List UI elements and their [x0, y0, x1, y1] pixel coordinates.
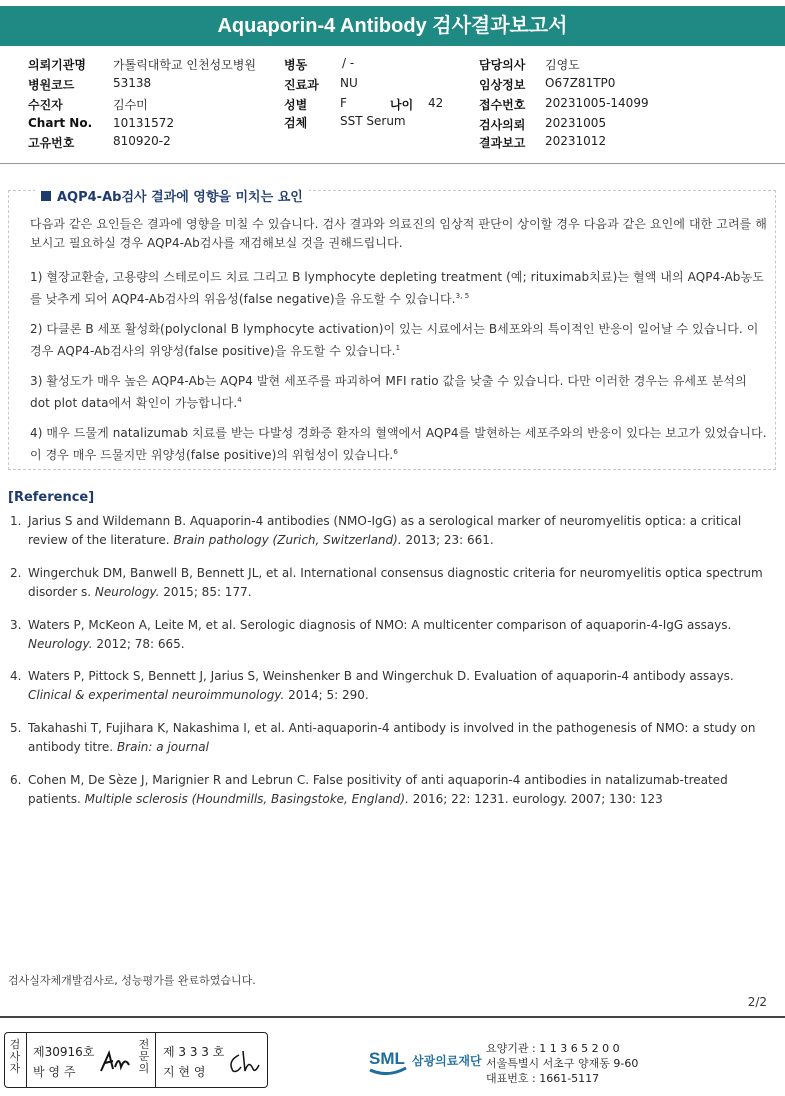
unique-label: 고유번호	[28, 136, 75, 150]
chart-value: 10131572	[113, 116, 175, 130]
dept-value: NU	[340, 76, 358, 90]
factors-title: AQP4-Ab검사 결과에 영향을 미치는 요인	[35, 186, 309, 205]
hospital-label: 의뢰기관명	[28, 58, 86, 72]
reference-item: 1. Jarius S and Wildemann B. Aquaporin-4 antibodies (NMO-IgG) as a serological marker of neuromyelitis optica: a critical review of the literature. Brain pathology (Zurich, Switzerland). 2013; 23: 661.	[10, 514, 742, 547]
sex-value: F	[340, 96, 347, 110]
factor-4: 4) 매우 드물게 natalizumab 치료를 받는 다발성 경화증 환자의 혈액에서 AQP4를 발현하는 세포주와의 반응이 있다는 보고가 있었습니다. 이 경우 매우 드물지만 위양성(false positive)의 위험성이 있습니다.$^6$	[30, 426, 767, 462]
reference-item: 4. Waters P, Pittock S, Bennett J, Jarius S, Weinshenker B and Wingerchuk D. Evaluation of aquaporin-4 antibody assays. Clinical & experimental neuroimmunology. 2014; 5: 290.	[10, 669, 734, 702]
specimen-value: SST Serum	[340, 114, 406, 128]
report-label: 결과보고	[479, 136, 526, 150]
factor-1: 1) 혈장교환술, 고용량의 스테로이드 치료 그리고 B lymphocyte depleting treatment (예; rituximab치료)는 혈액 내의 AQP4-Ab농도를 낮추게 되어 AQP4-Ab검사의 위음성(false negative)을 유도할 수 있습니다.$^{3, 5}$	[30, 270, 764, 306]
clinical-label: 임상정보	[479, 78, 526, 92]
request-label: 검사의뢰	[479, 118, 526, 132]
sml-logo	[366, 1040, 410, 1083]
footer-divider	[0, 1016, 785, 1018]
ward-label: 병동	[284, 58, 308, 72]
chart-label: Chart No.	[28, 116, 93, 130]
request-value: 20231005	[545, 116, 607, 130]
specialist-signature-icon	[225, 1047, 261, 1077]
code-label: 병원코드	[28, 78, 75, 92]
address: 서울특별시 서초구 양재동 9-60	[486, 1057, 639, 1070]
factor-2: 2) 다클론 B 세포 활성화(polyclonal B lymphocyte activation)이 있는 시료에서는 B세포와의 특이적인 반응이 일어날 수 있습니다. 이 경우 AQP4-Ab검사의 위양성(false positive)을 유도할 수 있습니다.$^1$	[30, 322, 759, 358]
clinical-value: O67Z81TP0	[545, 76, 616, 90]
report-title: Aquaporin-4 Antibody 검사결과보고서	[0, 6, 785, 46]
factor-3: 3) 활성도가 매우 높은 AQP4-Ab는 AQP4 발현 세포주를 파괴하여 MFI ratio 값을 낮출 수 있습니다. 다만 이러한 경우는 유세포 분석의 dot plot data에서 확인이 가능합니다.$^4$	[30, 374, 747, 410]
age-value: 42	[428, 96, 444, 110]
signature-box	[4, 1032, 268, 1088]
reference-title: [Reference]	[8, 490, 95, 505]
logo-text: SML	[369, 1049, 405, 1068]
reference-item: 3. Waters P, McKeon A, Leite M, et al. Serologic diagnosis of NMO: A multicenter comparison of aquaporin-4-IgG assays. Neurology. 2012; 78: 665.	[10, 618, 732, 651]
report-value: 20231012	[545, 134, 607, 148]
receipt-label: 접수번호	[479, 98, 526, 112]
doctor-value: 김영도	[545, 58, 580, 72]
sml-logo-icon	[366, 1040, 410, 1080]
specialist-number: 제 3 3 3 호	[163, 1045, 225, 1059]
reference-item: 6. Cohen M, De Sèze J, Marignier R and Lebrun C. False positivity of anti aquaporin-4 antibodies in natalizumab-treated patients. Multiple sclerosis (Houndmills, Basingstoke, England). 2016; 22: 1231. eurology. 2007; 130: 123	[10, 773, 728, 806]
age-label: 나이	[390, 98, 414, 112]
tester-name: 박 영 주	[33, 1065, 76, 1079]
tester-signature-icon	[97, 1047, 133, 1077]
page-number: 2/2	[747, 995, 767, 1009]
ward-value: / -	[342, 56, 355, 70]
reference-item: 5. Takahashi T, Fujihara K, Nakashima I, et al. Anti-aquaporin-4 antibody is involved in the pathogenesis of NMO: a study on antibody titre. Brain: a journal	[10, 721, 756, 754]
institution-code: 요양기관 : 1 1 3 6 5 2 0 0	[486, 1042, 620, 1055]
specimen-label: 검체	[284, 116, 308, 130]
tester-label: 검사자	[9, 1038, 21, 1075]
factors-intro: 다음과 같은 요인들은 결과에 영향을 미칠 수 있습니다. 검사 결과와 의료진의 임상적 판단이 상이할 경우 다음과 같은 요인에 대한 고려를 해 보시고 필요하실 경우 AQP4-Ab검사를 재검해보실 것을 권해드립니다.	[30, 217, 767, 250]
hospital-value: 가톨릭대학교 인천성모병원	[113, 58, 256, 72]
validation-note: 검사실자체개발검사로, 성능평가를 완료하였습니다.	[8, 974, 256, 987]
info-divider	[0, 163, 785, 164]
square-bullet-icon	[41, 191, 51, 201]
phone-number: 대표번호 : 1661-5117	[486, 1072, 600, 1085]
specialist-name: 지 현 영	[163, 1065, 206, 1079]
receiver-value: 김수미	[113, 98, 148, 112]
unique-value: 810920-2	[113, 134, 171, 148]
reference-item: 2. Wingerchuk DM, Banwell B, Bennett JL, et al. International consensus diagnostic criteria for neuromyelitis optica spectrum disorder s. Neurology. 2015; 85: 177.	[10, 566, 763, 599]
receiver-label: 수진자	[28, 98, 63, 112]
receipt-value: 20231005-14099	[545, 96, 649, 110]
tester-number: 제30916호	[33, 1045, 95, 1059]
patient-info	[0, 52, 785, 164]
sex-label: 성별	[284, 98, 308, 112]
specialist-label: 전문의	[138, 1038, 150, 1075]
organization-name: 삼광의료재단	[412, 1054, 482, 1068]
doctor-label: 담당의사	[479, 58, 526, 72]
dept-label: 진료과	[284, 78, 319, 92]
code-value: 53138	[113, 76, 152, 90]
